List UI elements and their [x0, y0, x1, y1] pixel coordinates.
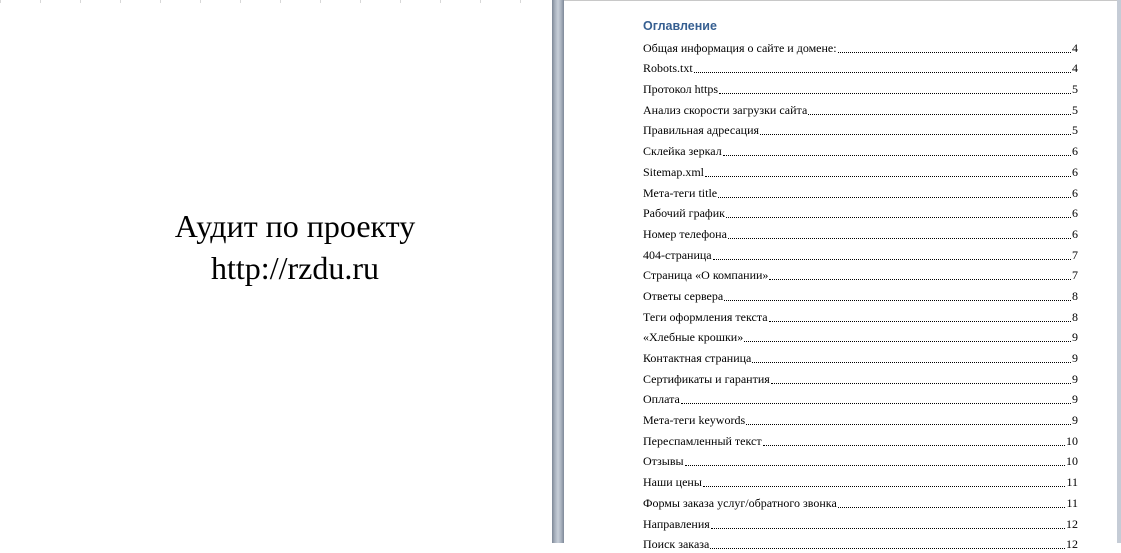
toc-entry-page-number: 8 — [1072, 310, 1078, 326]
cover-title-line-1: Аудит по проекту — [0, 205, 590, 247]
toc-entry-page-number: 12 — [1066, 537, 1078, 553]
page-gap — [552, 0, 564, 543]
toc-entry[interactable] — [643, 202, 1078, 223]
toc-entry[interactable] — [643, 408, 1078, 429]
toc-entry-page-number: 5 — [1072, 123, 1078, 139]
toc-dot-leader — [769, 321, 1071, 322]
toc-entry[interactable] — [643, 98, 1078, 119]
toc-entry-title: Sitemap.xml — [643, 165, 704, 181]
toc-entry-title: Поиск заказа — [643, 537, 709, 553]
toc-entry[interactable] — [643, 284, 1078, 305]
toc-dot-leader — [746, 424, 1071, 425]
toc-entry-title: Склейка зеркал — [643, 144, 722, 160]
toc-entry-page-number: 9 — [1072, 330, 1078, 346]
toc-dot-leader — [744, 341, 1071, 342]
toc-entry-page-number: 7 — [1072, 268, 1078, 284]
toc-entry-page-number: 10 — [1066, 454, 1078, 470]
toc-entry-page-number: 6 — [1072, 186, 1078, 202]
toc-entry-title: Анализ скорости загрузки сайта — [643, 103, 807, 119]
toc-entry-page-number: 11 — [1066, 475, 1078, 491]
toc-entry[interactable] — [643, 119, 1078, 140]
toc-entry-page-number: 4 — [1072, 61, 1078, 77]
toc-entry-page-number: 5 — [1072, 103, 1078, 119]
toc-dot-leader — [719, 93, 1071, 94]
toc-entry-title: Наши цены — [643, 475, 702, 491]
toc-dot-leader — [769, 279, 1071, 280]
toc-dot-leader — [726, 217, 1071, 218]
toc-entry-page-number: 6 — [1072, 165, 1078, 181]
toc-entry-page-number: 6 — [1072, 206, 1078, 222]
toc-entry-title: Переспамленный текст — [643, 434, 762, 450]
toc-dot-leader — [681, 403, 1071, 404]
toc-entry-page-number: 9 — [1072, 392, 1078, 408]
toc-entry-page-number: 6 — [1072, 144, 1078, 160]
toc-entry-page-number: 9 — [1072, 413, 1078, 429]
toc-dot-leader — [711, 528, 1065, 529]
toc-dot-leader — [718, 197, 1071, 198]
toc-dot-leader — [771, 383, 1071, 384]
toc-entry[interactable] — [643, 512, 1078, 533]
toc-dot-leader — [705, 176, 1071, 177]
toc-entry[interactable] — [643, 181, 1078, 202]
toc-entry-page-number: 5 — [1072, 82, 1078, 98]
toc-dot-leader — [703, 486, 1066, 487]
page-top-ruler — [0, 0, 552, 3]
toc-entry[interactable] — [643, 346, 1078, 367]
toc-entry-title: Формы заказа услуг/обратного звонка — [643, 496, 837, 512]
toc-entry-title: 404-страница — [643, 248, 712, 264]
toc-entry[interactable] — [643, 36, 1078, 57]
toc-entry-title: Мета-теги keywords — [643, 413, 745, 429]
toc-dot-leader — [752, 362, 1071, 363]
toc-entry-title: Рабочий график — [643, 206, 725, 222]
toc-dot-leader — [728, 238, 1071, 239]
cover-title — [0, 205, 590, 289]
toc-entry[interactable] — [643, 305, 1078, 326]
toc-entry-page-number: 8 — [1072, 289, 1078, 305]
toc-entry-page-number: 9 — [1072, 372, 1078, 388]
page-right-edge — [1117, 0, 1121, 543]
toc-entry-title: Robots.txt — [643, 61, 693, 77]
toc-dot-leader — [694, 72, 1071, 73]
toc-entry[interactable] — [643, 222, 1078, 243]
toc-entry[interactable] — [643, 470, 1078, 491]
toc-entry-title: Контактная страница — [643, 351, 751, 367]
toc-entry-page-number: 4 — [1072, 41, 1078, 57]
toc-dot-leader — [685, 465, 1065, 466]
toc-dot-leader — [723, 155, 1071, 156]
toc-entry[interactable] — [643, 264, 1078, 285]
toc-dot-leader — [760, 134, 1071, 135]
toc-entry[interactable] — [643, 243, 1078, 264]
toc-entry[interactable] — [643, 491, 1078, 512]
toc-entry-title: «Хлебные крошки» — [643, 330, 743, 346]
toc-list — [643, 36, 1078, 553]
toc-entry-title: Мета-теги title — [643, 186, 717, 202]
toc-entry-title: Оплата — [643, 392, 680, 408]
toc-entry-title: Протокол https — [643, 82, 718, 98]
toc-entry[interactable] — [643, 139, 1078, 160]
toc-heading: Оглавление — [643, 19, 717, 33]
toc-dot-leader — [724, 300, 1071, 301]
toc-entry-page-number: 12 — [1066, 517, 1078, 533]
toc-entry[interactable] — [643, 367, 1078, 388]
toc-entry[interactable] — [643, 326, 1078, 347]
toc-dot-leader — [710, 548, 1065, 549]
toc-entry-title: Правильная адресация — [643, 123, 759, 139]
toc-entry-page-number: 6 — [1072, 227, 1078, 243]
toc-dot-leader — [713, 259, 1071, 260]
toc-entry[interactable] — [643, 388, 1078, 409]
toc-dot-leader — [808, 114, 1071, 115]
toc-entry-title: Общая информация о сайте и домене: — [643, 41, 837, 57]
toc-entry[interactable] — [643, 450, 1078, 471]
toc-entry-page-number: 7 — [1072, 248, 1078, 264]
cover-title-line-2: http://rzdu.ru — [0, 247, 590, 289]
toc-entry-page-number: 11 — [1066, 496, 1078, 512]
toc-entry-title: Теги оформления текста — [643, 310, 768, 326]
toc-entry[interactable] — [643, 160, 1078, 181]
toc-entry-title: Страница «О компании» — [643, 268, 768, 284]
toc-dot-leader — [763, 445, 1065, 446]
toc-entry-title: Направления — [643, 517, 710, 533]
toc-entry[interactable] — [643, 57, 1078, 78]
toc-entry-title: Отзывы — [643, 454, 684, 470]
toc-entry-page-number: 9 — [1072, 351, 1078, 367]
toc-entry-page-number: 10 — [1066, 434, 1078, 450]
toc-entry-title: Ответы сервера — [643, 289, 723, 305]
cover-page — [0, 0, 552, 543]
toc-entry[interactable] — [643, 77, 1078, 98]
toc-entry-title: Сертификаты и гарантия — [643, 372, 770, 388]
toc-dot-leader — [838, 507, 1066, 508]
toc-entry[interactable] — [643, 429, 1078, 450]
toc-entry-title: Номер телефона — [643, 227, 727, 243]
toc-dot-leader — [838, 52, 1071, 53]
